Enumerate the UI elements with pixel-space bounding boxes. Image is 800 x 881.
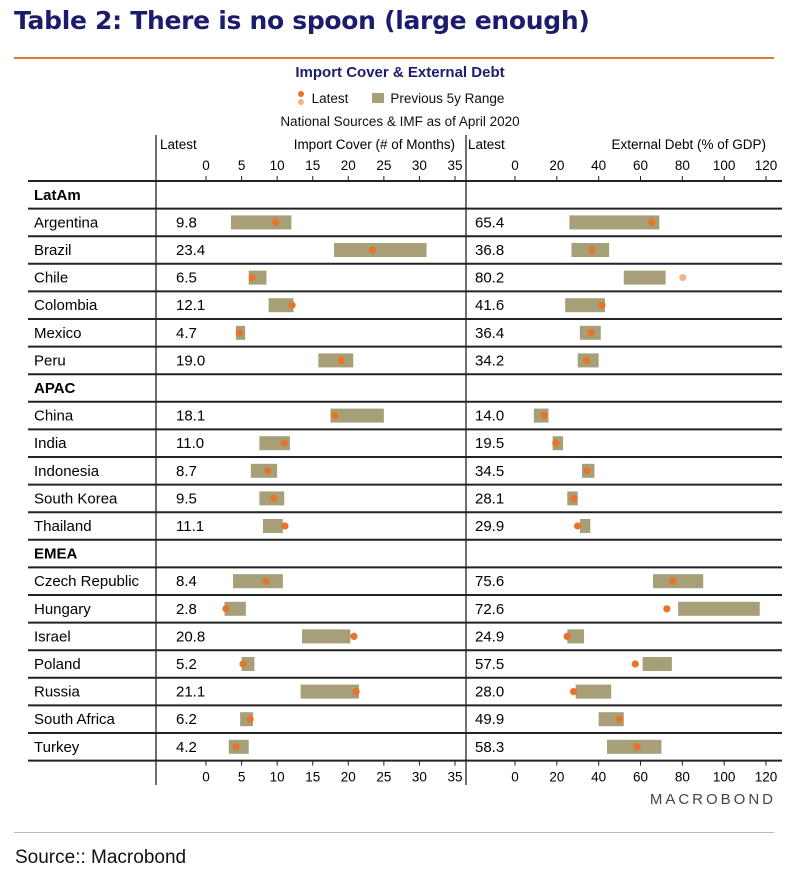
country-label-south-africa: South Africa	[34, 711, 115, 729]
tick-label-bottom: 20	[549, 769, 565, 785]
external-debt-latest-turkey: 58.3	[475, 738, 505, 756]
country-label-india: India	[34, 435, 67, 453]
tick-label-bottom: 0	[511, 769, 519, 785]
import-cover-latest-india: 11.0	[176, 435, 205, 453]
external-debt-latest-dot-brazil	[588, 246, 595, 253]
external-debt-latest-dot-israel	[563, 633, 570, 640]
country-label-mexico: Mexico	[34, 324, 82, 342]
external-debt-latest-south-korea: 28.1	[475, 490, 505, 508]
import-cover-latest-dot-chile	[249, 274, 256, 281]
country-label-poland: Poland	[34, 656, 81, 673]
external-debt-latest-argentina: 65.4	[475, 214, 505, 232]
import-cover-latest-hungary: 2.8	[176, 600, 197, 618]
import-cover-latest-russia: 21.1	[176, 683, 206, 701]
external-debt-latest-poland: 57.5	[475, 656, 505, 673]
tick-label-bottom: 10	[269, 769, 285, 785]
import-cover-range-bar-israel	[302, 629, 350, 643]
import-cover-latest-chile: 6.5	[176, 269, 197, 287]
tick-label-top: 5	[237, 158, 246, 173]
external-debt-latest-dot-russia	[570, 688, 577, 695]
import-cover-range-bar-argentina	[231, 215, 291, 229]
external-debt-latest-dot-south-africa	[616, 716, 623, 723]
tick-label-top: 80	[674, 158, 690, 173]
import-cover-latest-peru: 19.0	[176, 352, 206, 370]
tick-label-top: 0	[202, 158, 210, 173]
import-cover-latest-dot-south-korea	[270, 495, 277, 502]
import-cover-latest-dot-turkey	[232, 743, 239, 750]
import-cover-latest-dot-china	[331, 412, 338, 419]
tick-label-bottom: 20	[340, 769, 356, 785]
import-cover-latest-dot-india	[281, 440, 288, 447]
country-label-israel: Israel	[34, 628, 71, 646]
import-cover-latest-china: 18.1	[176, 407, 206, 425]
external-debt-latest-chile: 80.2	[475, 269, 505, 287]
tick-label-top: 20	[549, 158, 565, 173]
external-debt-latest-mexico: 36.4	[475, 324, 505, 342]
external-debt-latest-brazil: 36.8	[475, 242, 505, 259]
country-label-czech-republic: Czech Republic	[34, 573, 140, 591]
import-cover-latest-brazil: 23.4	[176, 242, 206, 259]
country-label-russia: Russia	[34, 683, 80, 701]
import-cover-latest-dot-israel	[350, 633, 357, 640]
country-label-turkey: Turkey	[34, 738, 80, 756]
tick-label-bottom: 35	[447, 769, 463, 785]
external-debt-latest-dot-india	[552, 440, 559, 447]
external-debt-latest-indonesia: 34.5	[475, 462, 505, 480]
external-debt-latest-dot-czech-republic	[670, 578, 677, 585]
country-label-brazil: Brazil	[34, 242, 72, 259]
debt-latest-header: Latest	[468, 137, 505, 152]
country-label-thailand: Thailand	[34, 518, 92, 535]
import-cover-range-bar-brazil	[334, 243, 426, 257]
import-cover-latest-dot-indonesia	[264, 467, 271, 474]
tick-label-bottom: 5	[237, 769, 246, 785]
external-debt-range-bar-argentina	[569, 215, 659, 229]
import-cover-range-bar-indonesia	[251, 464, 277, 478]
import-cover-range-bar-peru	[318, 353, 353, 367]
import-cover-latest-dot-south-africa	[247, 716, 254, 723]
tick-label-bottom: 15	[305, 769, 321, 785]
import-cover-latest-turkey: 4.2	[176, 738, 197, 756]
external-debt-latest-south-africa: 49.9	[475, 711, 505, 729]
country-label-hungary: Hungary	[34, 600, 91, 618]
external-debt-latest-hungary: 72.6	[475, 600, 505, 618]
import-cover-latest-dot-mexico	[236, 329, 243, 336]
tick-label-top: 35	[447, 158, 463, 173]
external-debt-latest-colombia: 41.6	[475, 297, 505, 315]
tick-label-bottom: 80	[674, 769, 690, 785]
external-debt-latest-thailand: 29.9	[475, 518, 505, 535]
tick-label-bottom: 40	[591, 769, 607, 785]
group-label-latam: LatAm	[34, 186, 81, 204]
import-cover-latest-dot-hungary	[222, 605, 229, 612]
import-cover-axis-title: Import Cover (# of Months)	[293, 137, 455, 152]
import-latest-header: Latest	[160, 137, 197, 152]
tick-label-top: 60	[632, 158, 649, 173]
import-cover-latest-south-africa: 6.2	[176, 711, 197, 729]
import-cover-latest-mexico: 4.7	[176, 324, 197, 342]
import-cover-latest-colombia: 12.1	[176, 297, 206, 315]
external-debt-axis-title: External Debt (% of GDP)	[611, 137, 766, 152]
external-debt-range-bar-chile	[624, 271, 666, 285]
tick-label-top: 40	[591, 158, 607, 173]
legend-latest-label: Latest	[311, 90, 349, 106]
external-debt-latest-dot-argentina	[648, 219, 655, 226]
external-debt-latest-dot-turkey	[633, 743, 640, 750]
page-title: Table 2: There is no spoon (large enough)	[14, 6, 590, 35]
external-debt-range-bar-russia	[576, 685, 612, 699]
tick-label-top: 25	[376, 158, 392, 173]
external-debt-latest-dot-poland	[632, 660, 639, 667]
import-cover-latest-dot-czech-republic	[262, 578, 269, 585]
chart-title: Import Cover & External Debt	[295, 64, 505, 81]
country-label-chile: Chile	[34, 269, 69, 287]
external-debt-latest-dot-indonesia	[584, 467, 591, 474]
country-label-indonesia: Indonesia	[34, 462, 100, 480]
import-cover-latest-south-korea: 9.5	[176, 490, 197, 508]
tick-label-top: 20	[340, 158, 356, 173]
import-cover-latest-poland: 5.2	[176, 656, 197, 673]
import-cover-latest-israel: 20.8	[176, 628, 206, 646]
import-cover-latest-czech-republic: 8.4	[176, 573, 197, 591]
import-cover-latest-dot-brazil	[369, 246, 376, 253]
import-cover-latest-dot-thailand	[281, 522, 288, 529]
import-cover-latest-indonesia: 8.7	[176, 462, 197, 480]
source-note: Source:: Macrobond	[15, 847, 187, 868]
external-debt-latest-dot-chile	[679, 274, 686, 281]
tick-label-bottom: 120	[754, 769, 778, 785]
external-debt-latest-dot-peru	[583, 357, 590, 364]
tick-label-top: 10	[269, 158, 285, 173]
external-debt-latest-dot-colombia	[598, 302, 605, 309]
tick-label-bottom: 60	[632, 769, 649, 785]
external-debt-latest-dot-china	[541, 412, 548, 419]
tick-label-top: 100	[712, 158, 736, 173]
import-cover-latest-dot-colombia	[288, 302, 295, 309]
group-label-emea: EMEA	[34, 545, 78, 563]
import-cover-latest-dot-peru	[338, 357, 345, 364]
chart-subtitle: National Sources & IMF as of April 2020	[280, 114, 520, 129]
tick-label-bottom: 100	[712, 769, 736, 785]
country-label-south-korea: South Korea	[34, 490, 118, 508]
tick-label-top: 0	[511, 158, 519, 173]
tick-label-bottom: 25	[376, 769, 392, 785]
external-debt-latest-czech-republic: 75.6	[475, 573, 505, 591]
import-cover-range-bar-china	[331, 409, 384, 423]
external-debt-latest-dot-hungary	[663, 605, 670, 612]
external-debt-latest-russia: 28.0	[475, 683, 505, 701]
import-cover-range-bar-russia	[301, 685, 359, 699]
tick-label-top: 15	[305, 158, 321, 173]
group-label-apac: APAC	[34, 380, 76, 397]
tick-label-top: 120	[754, 158, 778, 173]
country-label-argentina: Argentina	[34, 214, 99, 232]
external-debt-latest-china: 14.0	[475, 407, 505, 425]
external-debt-range-bar-czech-republic	[653, 574, 703, 588]
external-debt-latest-india: 19.5	[475, 435, 505, 453]
import-cover-range-bar-thailand	[263, 519, 283, 533]
import-cover-latest-thailand: 11.1	[176, 518, 205, 535]
tick-label-bottom: 0	[202, 769, 210, 785]
external-debt-latest-dot-south-korea	[570, 495, 577, 502]
source-divider	[14, 832, 774, 833]
macrobond-watermark: MACROBOND	[649, 791, 776, 808]
import-cover-latest-dot-argentina	[272, 219, 279, 226]
external-debt-latest-peru: 34.2	[475, 352, 505, 370]
import-cover-latest-dot-russia	[353, 688, 360, 695]
country-label-colombia: Colombia	[34, 297, 98, 315]
tick-label-bottom: 30	[411, 769, 427, 785]
import-cover-latest-argentina: 9.8	[176, 214, 197, 232]
external-debt-range-bar-thailand	[580, 519, 590, 533]
external-debt-range-bar-hungary	[678, 602, 760, 616]
external-debt-latest-israel: 24.9	[475, 628, 505, 646]
import-cover-range-bar-czech-republic	[233, 574, 283, 588]
external-debt-latest-dot-mexico	[588, 329, 595, 336]
legend-range-label: Previous 5y Range	[390, 90, 505, 106]
country-label-china: China	[34, 407, 74, 425]
external-debt-latest-dot-thailand	[574, 522, 581, 529]
tick-label-top: 30	[411, 158, 427, 173]
import-cover-latest-dot-poland	[239, 660, 246, 667]
external-debt-range-bar-poland	[643, 657, 672, 671]
country-label-peru: Peru	[34, 352, 66, 370]
